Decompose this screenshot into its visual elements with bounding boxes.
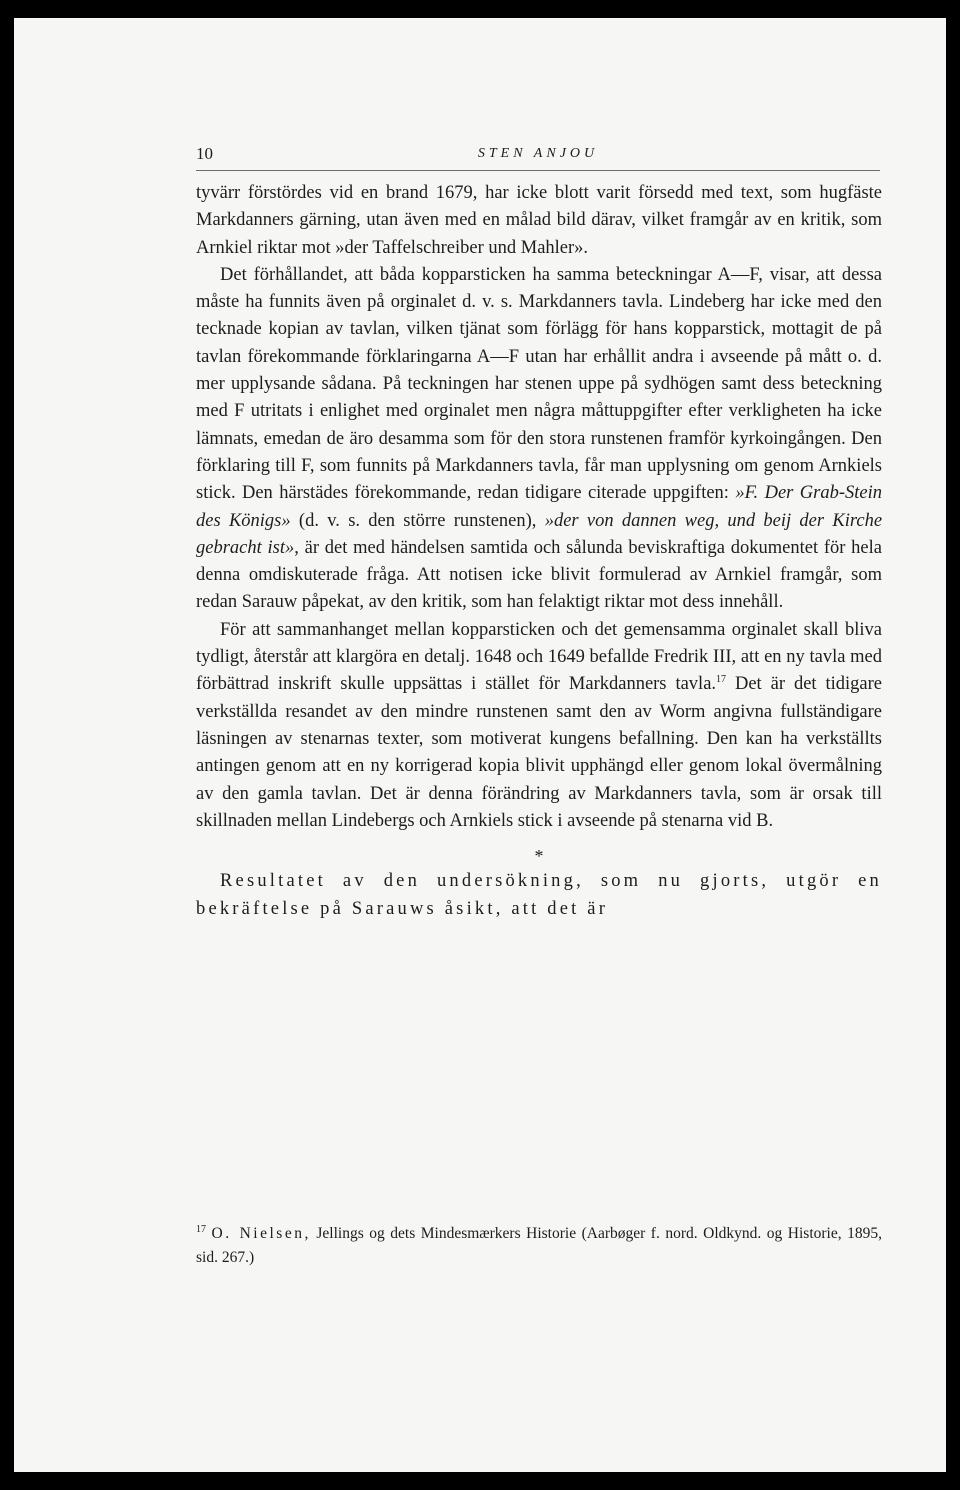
- page-number: 10: [196, 144, 213, 163]
- footnote-reference: 17: [716, 674, 727, 686]
- body-text: [196, 180, 882, 923]
- book-page: [14, 18, 946, 1472]
- running-header: [196, 126, 880, 171]
- section-break-asterisk: *: [534, 846, 544, 867]
- paragraph-text-mid: (d. v. s. den större runstenen),: [298, 510, 537, 531]
- paragraph-text-end: , är det med händelsen samtida och sålunda beviskraftiga dokumentet för hela denna omdiskuterade fråga. Att notisen icke blivit formulerad av Arnkiel framgår, som redan Sarauw påpekat, av den kritik, som han felaktigt riktar mot dess innehåll.: [196, 537, 882, 613]
- paragraph-text: Det förhållandet, att båda kopparsticken ha samma beteckningar A—F, visar, att dessa måste ha funnits även på orginalet d. v. s. Markdanners tavla. Lindeberg har icke med den tecknade kopian av tavlan, vilken tjänat som förlägg för hans kopparstick, mottagit de på tavlan förekommande förklaringarna A—F utan har erhållit andra i avseende på mått o. d. mer upplysande sådana. På teckningen har stenen uppe på sydhögen samt dess beteckning med F utritats i enlighet med orginalet men några måttuppgifter efter verkligheten ha icke lämnats, emedan de äro desamma som för den stora runstenen framför kyrkoingången. Den förklaring till F, som funnits på Markdanners tavla, får man upplysning om genom Arnkiels stick. Den härstädes förekommande, redan tidigare citerade uppgiften:: [196, 264, 882, 504]
- footnote-marker: 17: [196, 1223, 206, 1235]
- paragraph-resultatet: Resultatet av den undersökning, som nu gjorts, utgör en bekräftelse på Sarauws åsikt, att det är: [196, 871, 882, 920]
- running-title: STEN ANJOU: [477, 146, 599, 161]
- footnote-author: O. Nielsen,: [211, 1225, 311, 1242]
- footnote-text: Jellings og dets Mindesmærkers Historie (Aarbøger f. nord. Oldkynd. og Historie, 1895, sid. 267.): [196, 1225, 883, 1266]
- paragraph-text-after: Det är det tidigare verkställda resandet av den mindre runstenen samt den av Worm angivna fullständigare läsningen av stenarnas texter, som motiverat kungens befallning. Den kan ha verkställts antingen genom att en ny korrigerad kopia blivit upphängd eller genom lokal övermålning av den gamla tavlan. Det är denna förändring av Markdanners tavla, som är orsak till skillnaden mellan Lindebergs och Arnkiels stick i avseende på stenarna vid B.: [196, 674, 882, 831]
- paragraph-beteckningar: [196, 262, 882, 617]
- paragraph-text: För att sammanhanget mellan kopparsticken och det gemensamma orginalet skall bliva tydligt, återstår att klargöra en detalj. 1648 och 1649 befallde Fredrik III, att en ny tavla med förbättrad inskrift skulle uppsättas i stället för Markdanners tavla.: [196, 619, 882, 695]
- paragraph-continued: tyvärr förstördes vid en brand 1679, har icke blott varit försedd med text, som hugfäste Markdanners gärning, utan även med en målad bild därav, vilket framgår av en kritik, som Arnkiel riktar mot »der Taffelschreiber und Mahler».: [196, 183, 882, 258]
- footnote: [196, 1222, 882, 1270]
- german-quote-2: »der von dannen weg, und beij der Kirche gebracht ist»: [196, 510, 883, 558]
- german-quote-1: »F. Der Grab-Stein des Königs»: [196, 483, 882, 531]
- paragraph-sammanhanget: [196, 617, 882, 835]
